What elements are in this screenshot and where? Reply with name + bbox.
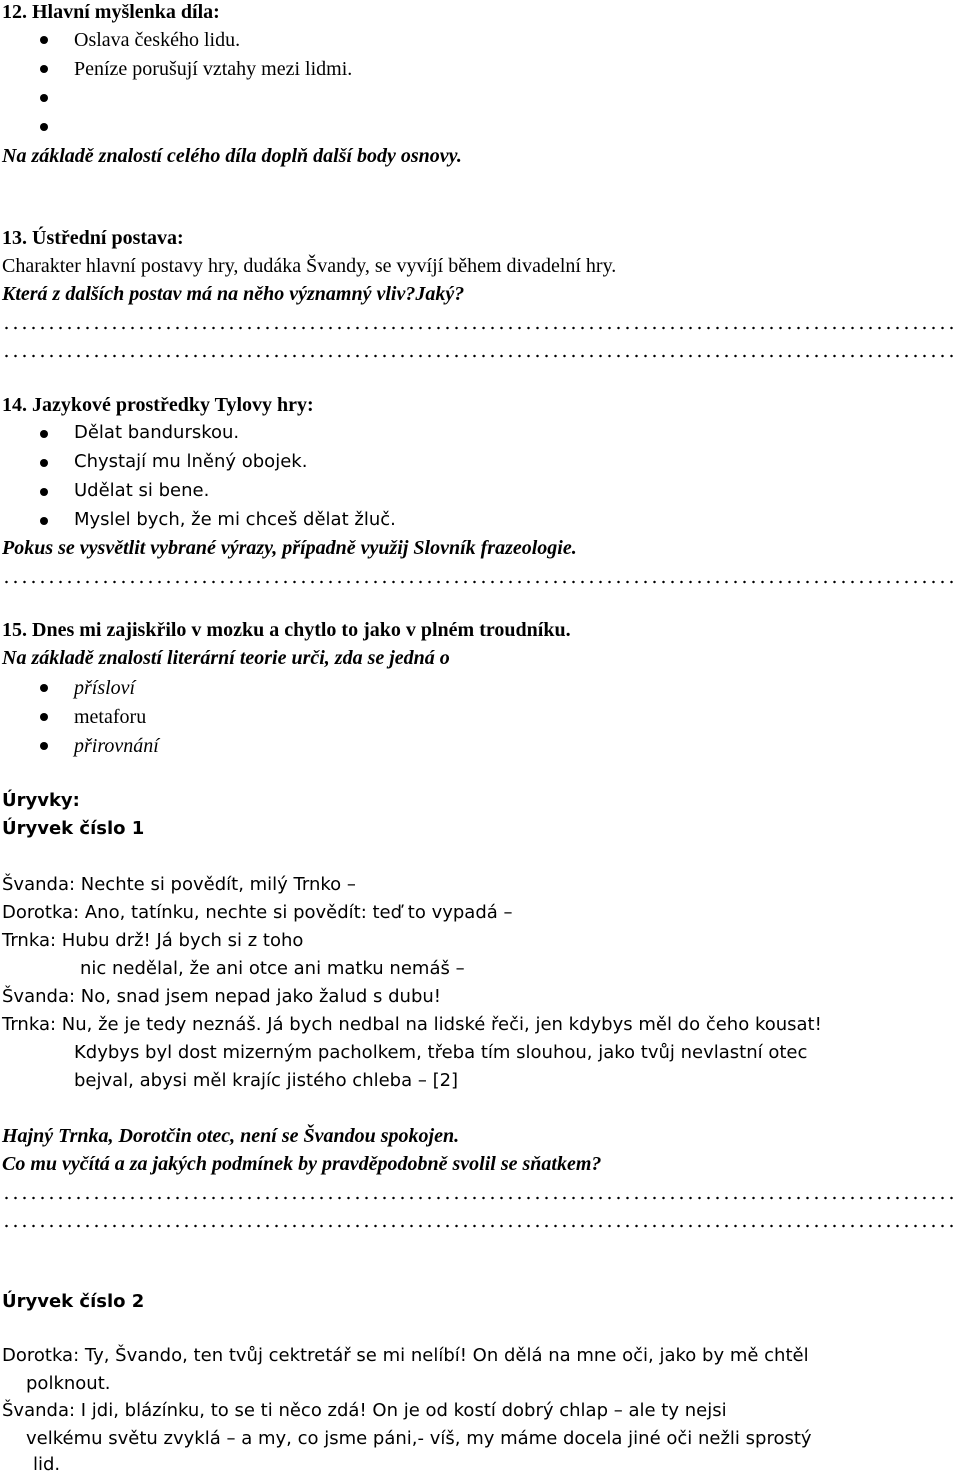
excerpt-2-line: Švanda: I jdi, blázínku, to se ti něco zdá! On je od kostí dobrý chlap – ale ty nejsi xyxy=(2,1400,727,1421)
sec15-task: Na základě znalostí literární teorie urči, zda se jedná o xyxy=(2,647,450,669)
section-13-heading: 13. Ústřední postava: xyxy=(2,227,184,249)
bullet-icon xyxy=(40,713,48,721)
excerpt-1-line: bejval, abysi měl krajíc jistého chleba – [2] xyxy=(74,1070,459,1091)
answer-line xyxy=(2,1224,958,1228)
excerpt-1-line: Dorotka: Ano, tatínku, nechte si povědít: teď to vypadá – xyxy=(2,902,513,923)
sec14-item-3: Udělat si bene. xyxy=(74,480,210,501)
excerpt-1-title: Úryvek číslo 1 xyxy=(2,818,145,839)
sec15-option-1: přísloví xyxy=(74,677,136,699)
excerpt-1-question-2: Co mu vyčítá a za jakých podmínek by pravděpodobně svolil se sňatkem? xyxy=(2,1153,602,1175)
sec14-item-2: Chystají mu lněný obojek. xyxy=(74,451,308,472)
bullet-icon xyxy=(40,94,48,102)
bullet-icon xyxy=(40,488,48,496)
sec14-task: Pokus se vysvětlit vybrané výrazy, případně využij Slovník frazeologie. xyxy=(2,537,577,559)
bullet-icon xyxy=(40,123,48,131)
excerpt-1-question-1: Hajný Trnka, Dorotčin otec, není se Švandou spokojen. xyxy=(2,1125,460,1147)
sec12-item-1: Oslava českého lidu. xyxy=(74,29,241,51)
section-14-heading: 14. Jazykové prostředky Tylovy hry: xyxy=(2,394,314,416)
answer-line xyxy=(2,580,958,584)
excerpt-2-line: polknout. xyxy=(26,1373,111,1394)
section-15-heading: 15. Dnes mi zajiskřilo v mozku a chytlo to jako v plném troudníku. xyxy=(2,619,571,641)
excerpt-2-line: lid. xyxy=(33,1454,61,1475)
bullet-icon xyxy=(40,684,48,692)
sec12-task: Na základě znalostí celého díla doplň další body osnovy. xyxy=(2,145,462,167)
sec14-item-4: Myslel bych, že mi chceš dělat žluč. xyxy=(74,509,396,530)
sec15-option-3: přirovnání xyxy=(74,735,159,757)
bullet-icon xyxy=(40,65,48,73)
excerpt-1-line: Trnka: Hubu drž! Já bych si z toho xyxy=(2,930,304,951)
answer-line xyxy=(2,354,958,358)
answer-line xyxy=(2,1196,958,1200)
excerpt-1-line: Švanda: Nechte si povědít, milý Trnko – xyxy=(2,874,356,895)
excerpt-1-line: nic nedělal, že ani otce ani matku nemáš – xyxy=(80,958,465,979)
section-12-heading: 12. Hlavní myšlenka díla: xyxy=(2,1,220,23)
sec13-question: Která z dalších postav má na něho významný vliv?Jaký? xyxy=(2,283,465,305)
bullet-icon xyxy=(40,36,48,44)
excerpt-1-line: Švanda: No, snad jsem nepad jako žalud s dubu! xyxy=(2,986,442,1007)
excerpt-2-title: Úryvek číslo 2 xyxy=(2,1291,145,1312)
excerpt-2-line: Dorotka: Ty, Švando, ten tvůj cektretář se mi nelíbí! On dělá na mne oči, jako by mě chtěl xyxy=(2,1345,809,1366)
bullet-icon xyxy=(40,430,48,438)
sec15-option-2: metaforu xyxy=(74,706,147,728)
excerpt-2-line: velkému světu zvyklá – a my, co jsme páni,- víš, my máme docela jiné oči nežli sprostý xyxy=(26,1428,812,1449)
bullet-icon xyxy=(40,459,48,467)
excerpt-1-line: Kdybys byl dost mizerným pacholkem, třeba tím slouhou, jako tvůj nevlastní otec xyxy=(74,1042,808,1063)
bullet-icon xyxy=(40,517,48,525)
bullet-icon xyxy=(40,742,48,750)
answer-line xyxy=(2,326,958,330)
sec13-text: Charakter hlavní postavy hry, dudáka Švandy, se vyvíjí během divadelní hry. xyxy=(2,255,617,277)
excerpts-heading: Úryvky: xyxy=(2,790,80,811)
sec12-item-2: Peníze porušují vztahy mezi lidmi. xyxy=(74,58,353,80)
excerpt-1-line: Trnka: Nu, že je tedy neznáš. Já bych nedbal na lidské řeči, jen kdybys měl do čeho kousat! xyxy=(2,1014,822,1035)
sec14-item-1: Dělat bandurskou. xyxy=(74,422,240,443)
